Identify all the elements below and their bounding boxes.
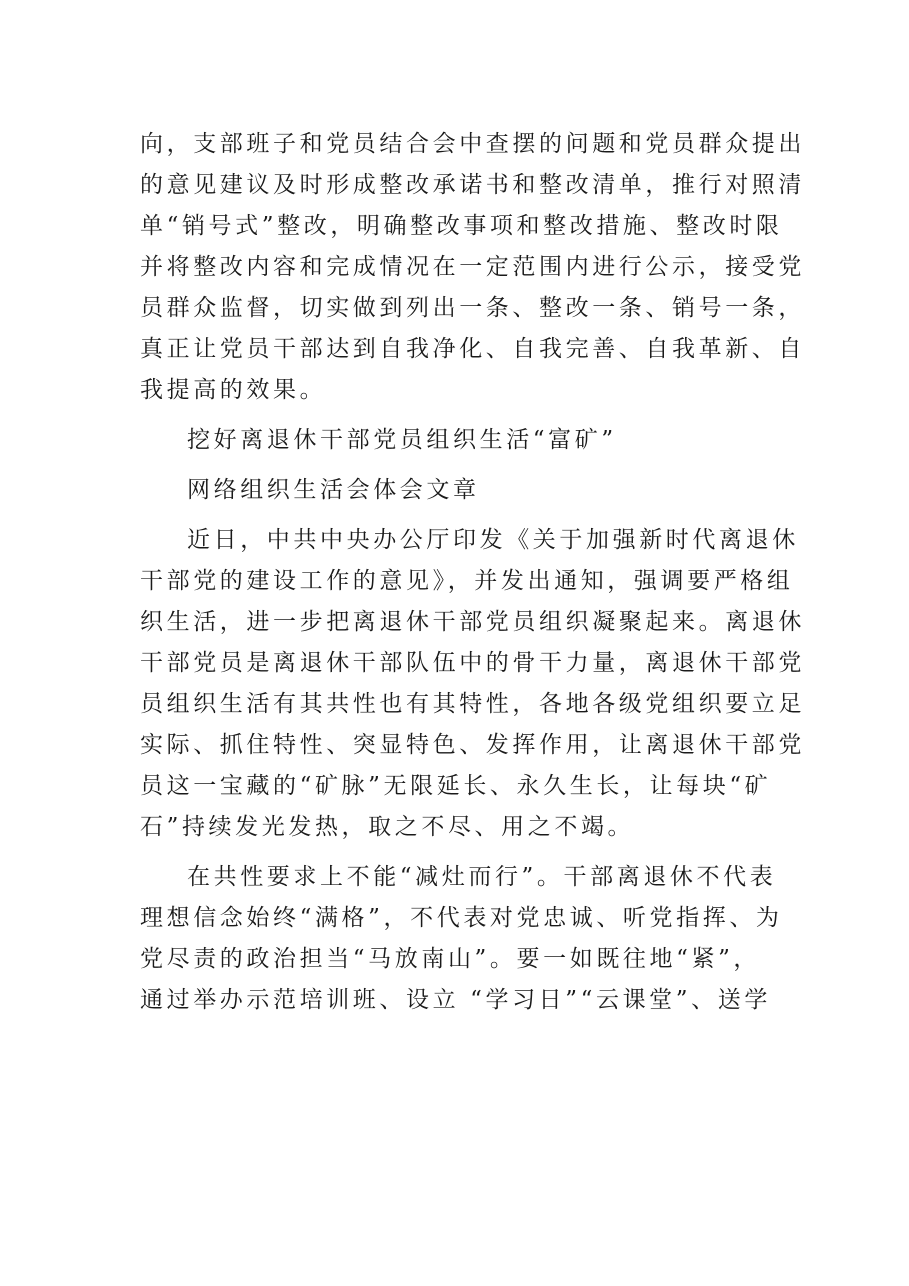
text-line: 织生活，进一步把离退休干部党员组织凝聚起来。离退休 bbox=[140, 609, 805, 635]
text-line: 干部党的建设工作的意见》，并发出通知，强调要严格组 bbox=[140, 568, 794, 594]
text-line: 实际、抓住特性、突显特色、发挥作用，让离退休干部党 bbox=[140, 732, 805, 758]
text-line: 员这一宝藏的“矿脉”无限延长、永久生长，让每块“矿 bbox=[140, 773, 772, 799]
text-line: 员群众监督，切实做到列出一条、整改一条、销号一条， bbox=[140, 295, 805, 321]
text-line: 并将整改内容和完成情况在一定范围内进行公示，接受党 bbox=[140, 254, 805, 280]
text-line: 通过举办示范培训班、设立 “学习日”“云课堂”、送学 bbox=[140, 987, 771, 1013]
document-body bbox=[140, 124, 805, 1021]
text-line: 干部党员是离退休干部队伍中的骨干力量，离退休干部党 bbox=[140, 650, 805, 676]
text-line: 单“销号式”整改，明确整改事项和整改措施、整改时限 bbox=[140, 213, 783, 239]
paragraph-intro bbox=[140, 520, 805, 848]
text-line: 在共性要求上不能“减灶而行”。干部离退休不代表 bbox=[187, 864, 777, 890]
article-subtitle: 网络组织生活会体会文章 bbox=[187, 477, 480, 503]
text-line: 向，支部班子和党员结合会中查摆的问题和党员群众提出 bbox=[140, 131, 805, 157]
paragraph-common-requirements bbox=[140, 857, 783, 1021]
text-line: 真正让党员干部达到自我净化、自我完善、自我革新、自 bbox=[140, 336, 805, 362]
text-line: 的意见建议及时形成整改承诺书和整改清单，推行对照清 bbox=[140, 172, 805, 198]
paragraph-continuation bbox=[140, 124, 805, 411]
article-title: 挖好离退休干部党员组织生活“富矿” bbox=[187, 427, 617, 453]
text-line: 石”持续发光发热，取之不尽、用之不竭。 bbox=[140, 814, 635, 840]
text-line: 员组织生活有其共性也有其特性，各地各级党组织要立足 bbox=[140, 691, 805, 717]
text-line: 近日，中共中央办公厅印发《关于加强新时代离退休 bbox=[187, 527, 799, 553]
text-line: 党尽责的政治担当“马放南山”。要一如既往地“紧”， bbox=[140, 946, 761, 972]
text-line: 我提高的效果。 bbox=[140, 377, 327, 403]
text-line: 理想信念始终“满格”，不代表对党忠诚、听党指挥、为 bbox=[140, 905, 783, 931]
